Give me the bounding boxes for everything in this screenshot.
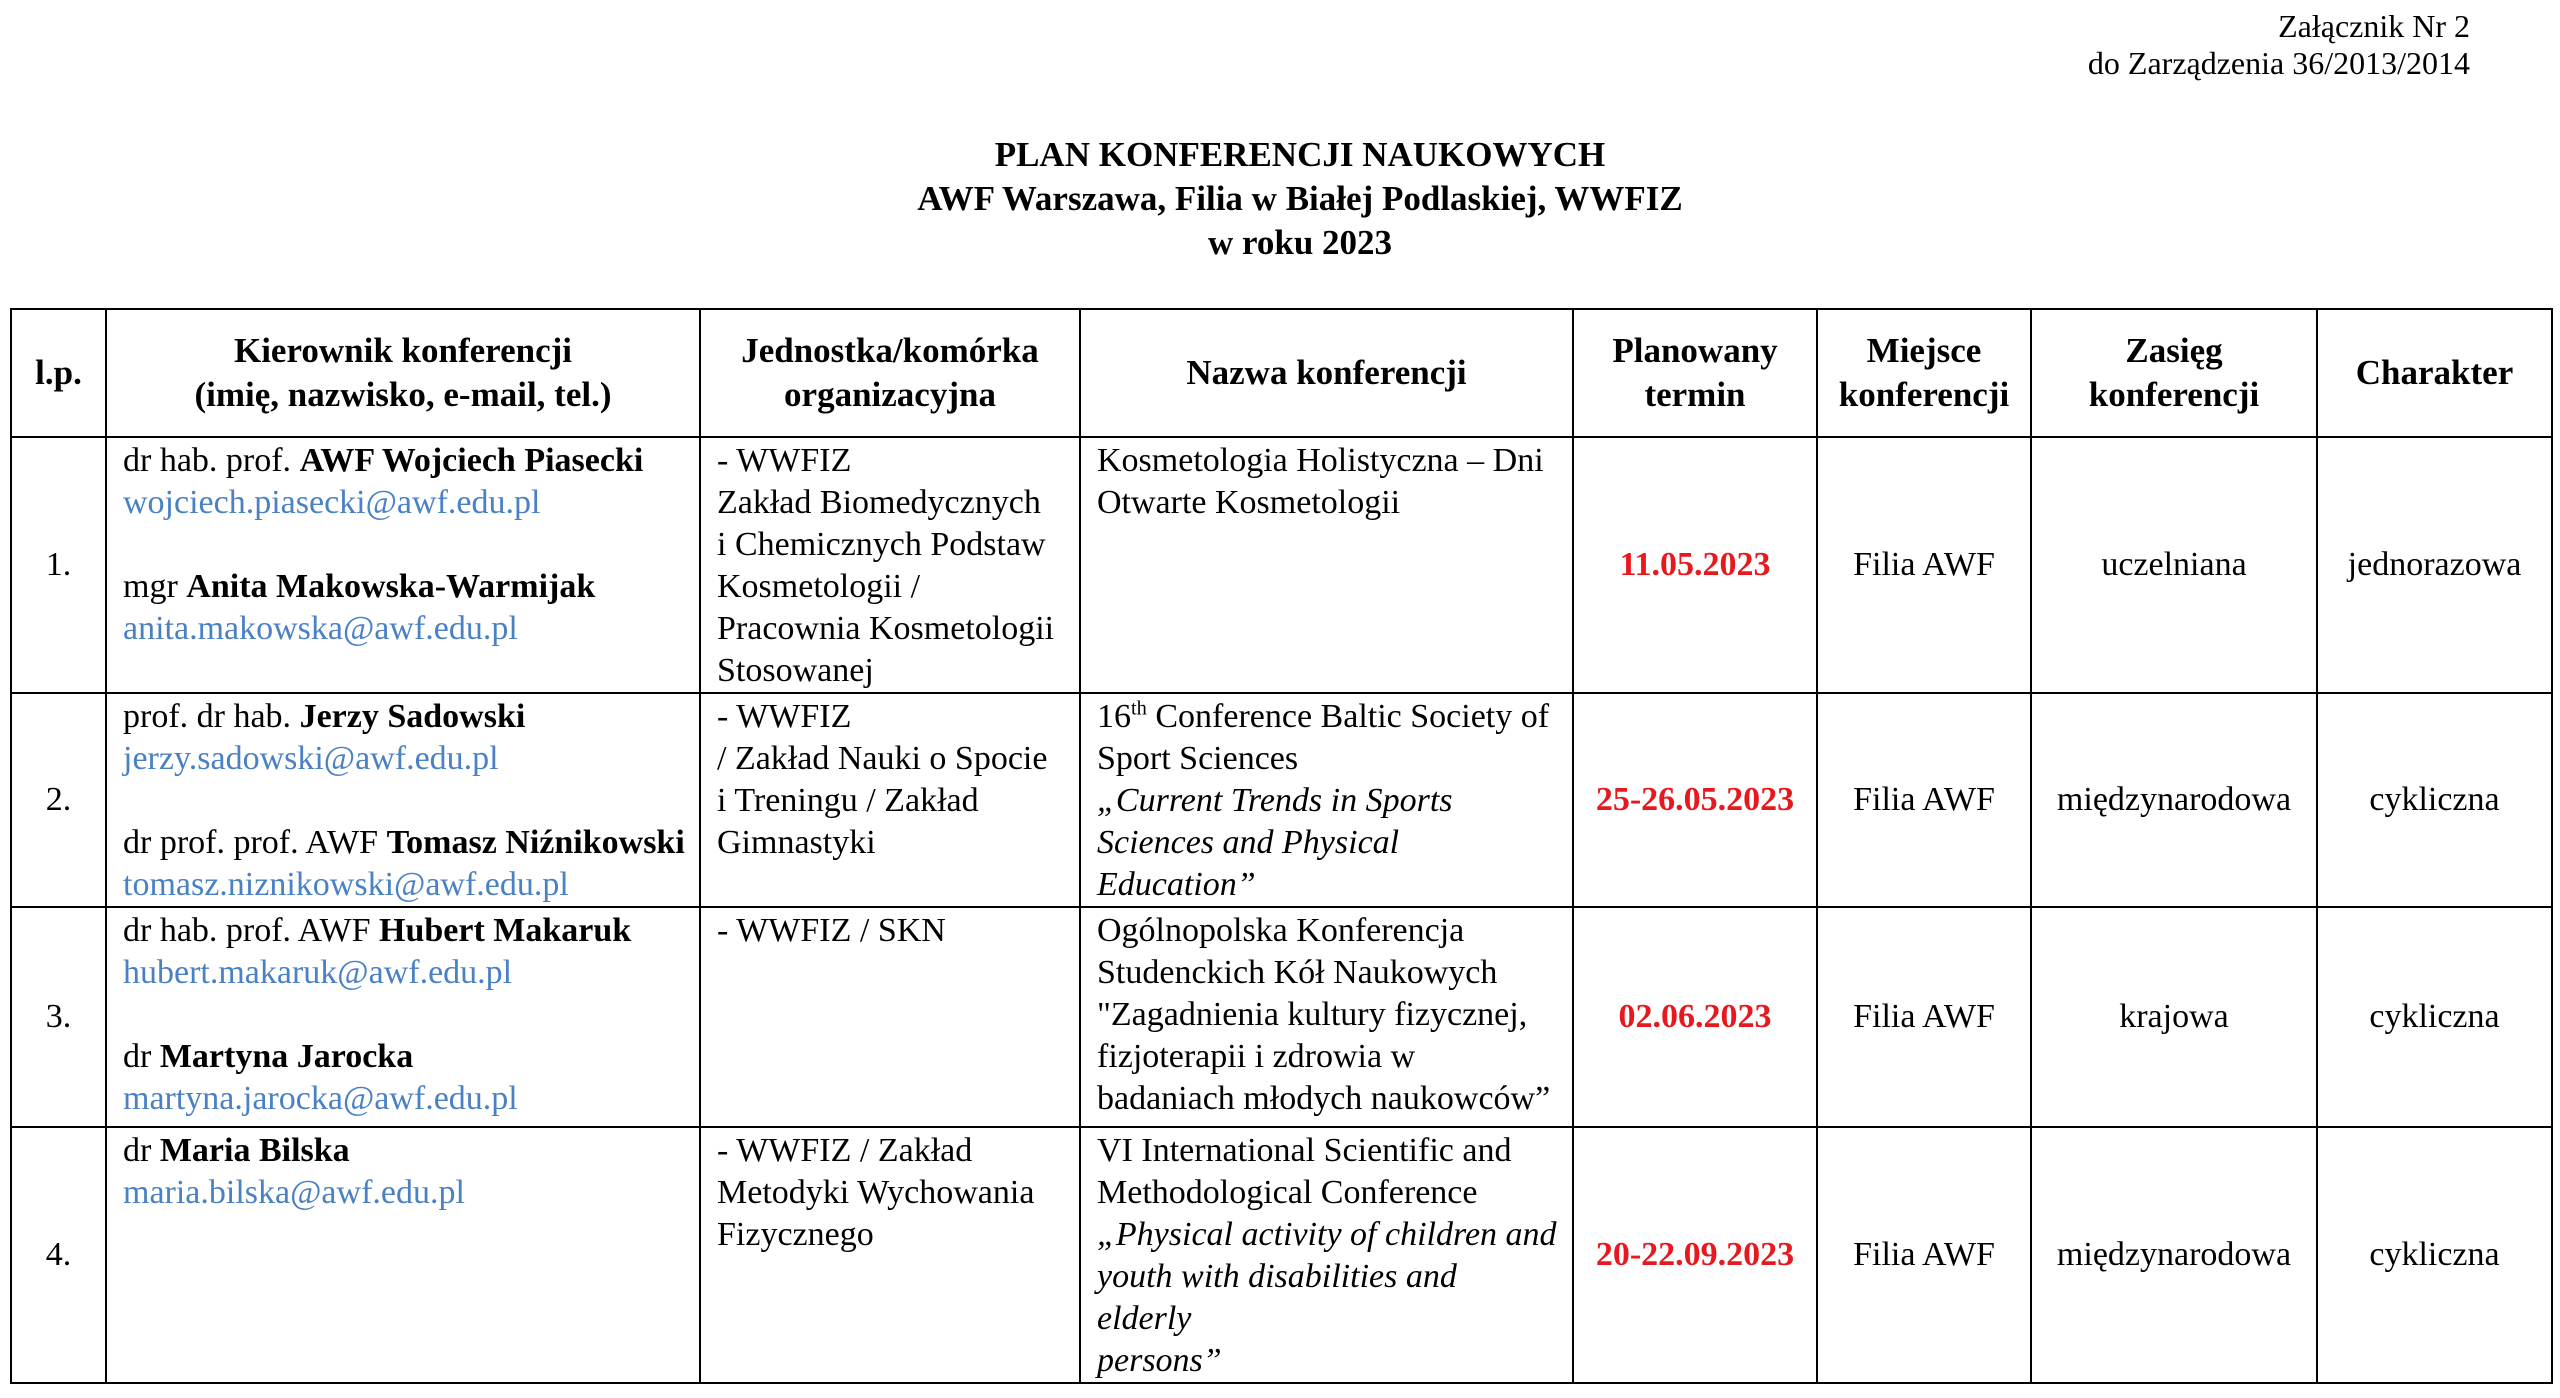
header-unit: Jednostka/komórka organizacyjna xyxy=(700,309,1080,437)
conference-name-cell: Kosmetologia Holistyczna – Dni Otwarte Kosmetologii xyxy=(1080,437,1573,693)
email-link[interactable]: jerzy.sadowski@awf.edu.pl xyxy=(123,740,499,777)
document-title xyxy=(0,133,2560,265)
scope-cell: uczelniana xyxy=(2031,437,2317,693)
email-link[interactable]: tomasz.niznikowski@awf.edu.pl xyxy=(123,866,569,903)
table-header-row xyxy=(11,309,2552,437)
conference-plan-table xyxy=(10,308,2553,1384)
conference-head-cell: prof. dr hab. Jerzy Sadowski jerzy.sadowski@awf.edu.pl dr prof. prof. AWF Tomasz Niźnikowski tomasz.niznikowski@awf.edu.pl xyxy=(106,693,700,907)
conference-head-cell: dr hab. prof. AWF Wojciech Piasecki wojciech.piasecki@awf.edu.pl mgr Anita Makowska-Warmijak anita.makowska@awf.edu.pl xyxy=(106,437,700,693)
header-scope: Zasięg konferencji xyxy=(2031,309,2317,437)
place-cell: Filia AWF xyxy=(1817,437,2031,693)
planned-date: 02.06.2023 xyxy=(1573,907,1817,1127)
header-character: Charakter xyxy=(2317,309,2552,437)
email-link[interactable]: hubert.makaruk@awf.edu.pl xyxy=(123,954,513,991)
annex-note xyxy=(2088,8,2470,82)
header-planned-date: Planowany termin xyxy=(1573,309,1817,437)
table-row xyxy=(11,693,2552,907)
scope-cell: międzynarodowa xyxy=(2031,693,2317,907)
email-link[interactable]: martyna.jarocka@awf.edu.pl xyxy=(123,1080,518,1117)
character-cell: jednorazowa xyxy=(2317,437,2552,693)
place-cell: Filia AWF xyxy=(1817,907,2031,1127)
title-line-1: PLAN KONFERENCJI NAUKOWYCH xyxy=(994,135,1606,174)
conference-name-cell: Ogólnopolska Konferencja Studenckich Kół Naukowych "Zagadnienia kultury fizycznej, fizjoterapii i zdrowia w badaniach młodych naukowców” xyxy=(1080,907,1573,1127)
place-cell: Filia AWF xyxy=(1817,1127,2031,1383)
conference-name-cell: 16th Conference Baltic Society of Sport Sciences „Current Trends in Sports Sciences and Physical Education” xyxy=(1080,693,1573,907)
planned-date: 25-26.05.2023 xyxy=(1573,693,1817,907)
scope-cell: międzynarodowa xyxy=(2031,1127,2317,1383)
row-number: 3. xyxy=(11,907,106,1127)
planned-date: 20-22.09.2023 xyxy=(1573,1127,1817,1383)
header-lp: l.p. xyxy=(11,309,106,437)
email-link[interactable]: maria.bilska@awf.edu.pl xyxy=(123,1174,465,1211)
header-place: Miejsce konferencji xyxy=(1817,309,2031,437)
header-conference-head: Kierownik konferencji (imię, nazwisko, e-mail, tel.) xyxy=(106,309,700,437)
place-cell: Filia AWF xyxy=(1817,693,2031,907)
conference-name-cell: VI International Scientific and Methodological Conference „Physical activity of children and youth with disabilities and elderly persons” xyxy=(1080,1127,1573,1383)
unit-cell: - WWFIZ / Zakład Metodyki Wychowania Fizycznego xyxy=(700,1127,1080,1383)
conference-head-cell: dr Maria Bilska maria.bilska@awf.edu.pl xyxy=(106,1127,700,1383)
row-number: 2. xyxy=(11,693,106,907)
table-row xyxy=(11,1127,2552,1383)
scope-cell: krajowa xyxy=(2031,907,2317,1127)
unit-cell: - WWFIZ / Zakład Nauki o Spocie i Treningu / Zakład Gimnastyki xyxy=(700,693,1080,907)
unit-cell: - WWFIZ / SKN xyxy=(700,907,1080,1127)
planned-date: 11.05.2023 xyxy=(1573,437,1817,693)
unit-cell: - WWFIZ Zakład Biomedycznych i Chemicznych Podstaw Kosmetologii / Pracownia Kosmetologii Stosowanej xyxy=(700,437,1080,693)
email-link[interactable]: anita.makowska@awf.edu.pl xyxy=(123,610,518,647)
email-link[interactable]: wojciech.piasecki@awf.edu.pl xyxy=(123,484,541,521)
character-cell: cykliczna xyxy=(2317,1127,2552,1383)
conference-head-cell: dr hab. prof. AWF Hubert Makaruk hubert.makaruk@awf.edu.pl dr Martyna Jarocka martyna.jarocka@awf.edu.pl xyxy=(106,907,700,1127)
title-line-3: w roku 2023 xyxy=(1207,223,1393,262)
header-conference-name: Nazwa konferencji xyxy=(1080,309,1573,437)
table-row xyxy=(11,437,2552,693)
title-line-2: AWF Warszawa, Filia w Białej Podlaskiej, WWFIZ xyxy=(917,179,1683,218)
row-number: 4. xyxy=(11,1127,106,1383)
annex-line-1: Załącznik Nr 2 xyxy=(2278,8,2470,44)
table-row xyxy=(11,907,2552,1127)
character-cell: cykliczna xyxy=(2317,907,2552,1127)
annex-line-2: do Zarządzenia 36/2013/2014 xyxy=(2087,45,2470,81)
character-cell: cykliczna xyxy=(2317,693,2552,907)
row-number: 1. xyxy=(11,437,106,693)
